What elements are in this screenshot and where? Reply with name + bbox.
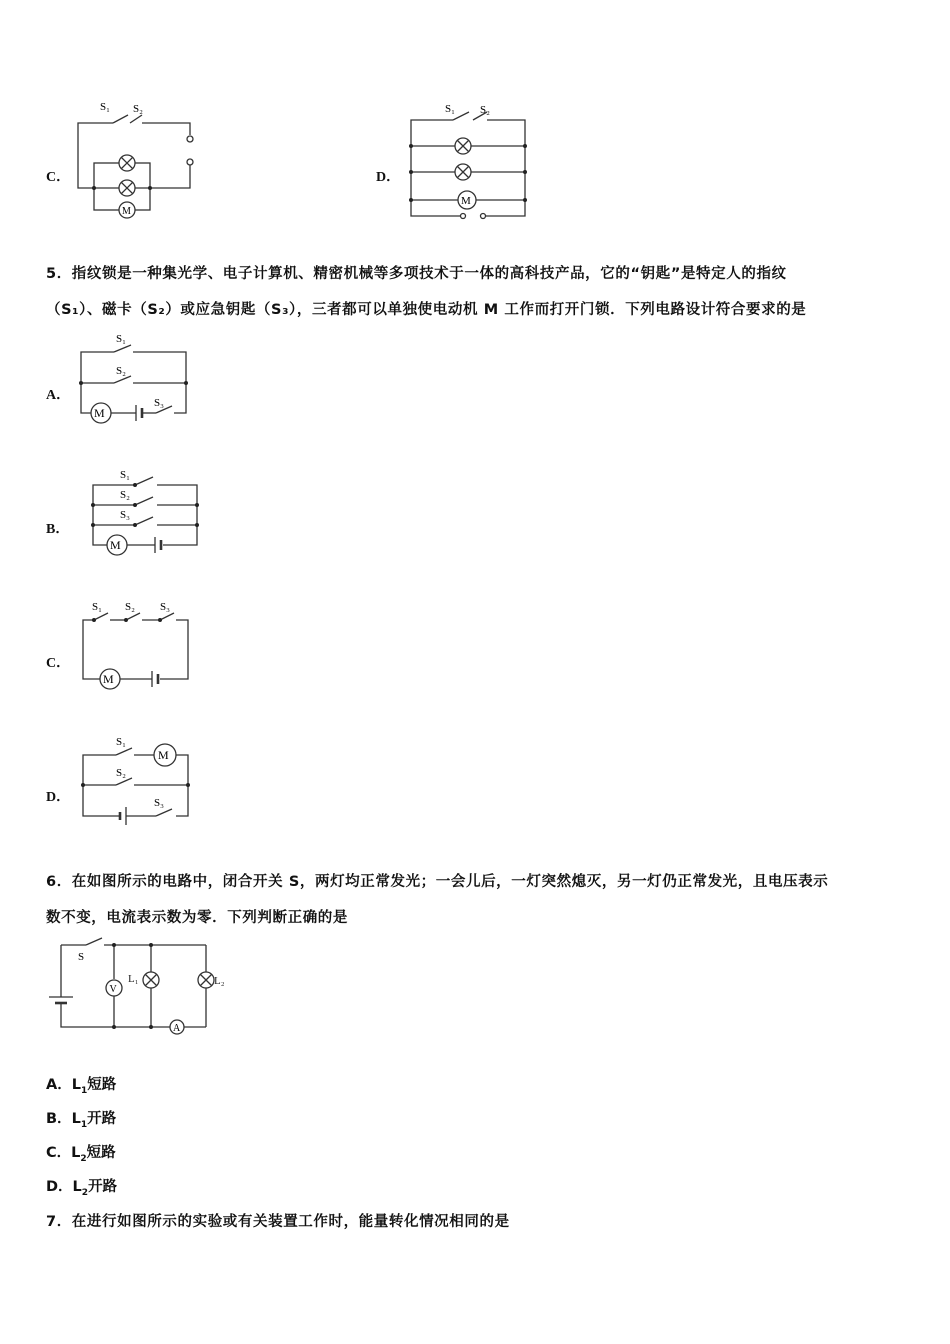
- q6-option-b[interactable]: [46, 1107, 116, 1130]
- l2-label: L₂: [214, 975, 225, 987]
- option-state: 短路: [87, 1077, 117, 1093]
- svg-text:V: V: [109, 984, 117, 995]
- q5-option-d-label[interactable]: D．: [46, 790, 71, 805]
- prev-option-d-circuit: [405, 98, 535, 223]
- lamp-name: L: [71, 1145, 81, 1161]
- lamp-name: L: [71, 1111, 81, 1127]
- prev-option-c-label[interactable]: C．: [46, 170, 71, 185]
- lamp-icon: [143, 972, 159, 988]
- option-letter: A．: [46, 1077, 72, 1093]
- prev-option-c-circuit: [70, 95, 210, 225]
- lamp-icon: [119, 155, 135, 171]
- s3-label: S₃: [154, 797, 164, 809]
- motor-icon: [154, 744, 176, 766]
- option-state: 开路: [88, 1179, 118, 1195]
- l1-label: L₁: [128, 973, 139, 985]
- motor-icon: [107, 535, 127, 555]
- motor-icon: [458, 191, 476, 209]
- q5-option-c-circuit: [78, 596, 203, 696]
- q5-option-b-label[interactable]: B．: [46, 522, 70, 537]
- s1-label: S₁: [100, 101, 110, 113]
- s1-label: S₁: [445, 103, 455, 115]
- motor-icon: [91, 403, 111, 423]
- s1-label: S₁: [120, 469, 130, 481]
- prev-option-d-label[interactable]: D．: [376, 170, 401, 185]
- motor-icon: [100, 669, 120, 689]
- lamp-subscript: 1: [80, 1119, 88, 1130]
- q5-option-b-circuit: [85, 463, 210, 563]
- lamp-icon: [119, 180, 135, 196]
- option-state: 开路: [87, 1111, 117, 1127]
- svg-text:A: A: [173, 1023, 181, 1034]
- s2-label: S₂: [125, 601, 135, 613]
- option-letter: D．: [46, 1179, 73, 1195]
- s2-label: S₂: [480, 104, 490, 116]
- option-state: 短路: [86, 1145, 116, 1161]
- q5-option-d-circuit: [78, 730, 203, 830]
- lamp-icon: [455, 138, 471, 154]
- option-letter: C．: [46, 1145, 72, 1161]
- lamp-icon: [455, 164, 471, 180]
- q5-option-a-circuit: [76, 328, 221, 428]
- s2-label: S₂: [116, 365, 126, 377]
- lamp-subscript: 2: [80, 1153, 87, 1164]
- s2-label: S₂: [133, 103, 143, 115]
- q5-option-a-label[interactable]: A．: [46, 388, 71, 403]
- motor-icon: [119, 202, 135, 218]
- option-letter: B．: [46, 1111, 72, 1127]
- s2-label: S₂: [120, 489, 130, 501]
- s1-label: S₁: [116, 333, 126, 345]
- s2-label: S₂: [116, 767, 126, 779]
- s1-label: S₁: [116, 736, 126, 748]
- s3-label: S₃: [120, 509, 130, 521]
- q6-text-line2: 数不变，电流表示数为零．下列判断正确的是: [46, 910, 348, 926]
- switch-s-label: S: [78, 951, 85, 963]
- s3-label: S₃: [154, 397, 164, 409]
- q6-text-line1: 6．在如图所示的电路中，闭合开关 S，两灯均正常发光；一会儿后，一灯突然熄灭，另一灯仍正常发光，且电压表示: [46, 874, 829, 890]
- svg-text:M: M: [110, 538, 121, 552]
- svg-text:M: M: [122, 206, 131, 217]
- q6-option-c[interactable]: [46, 1141, 116, 1164]
- lamp-name: L: [72, 1179, 82, 1195]
- svg-text:M: M: [158, 748, 169, 762]
- lamp-name: L: [71, 1077, 81, 1093]
- q5-option-c-label[interactable]: C．: [46, 656, 71, 671]
- lamp-subscript: 1: [80, 1085, 88, 1096]
- ammeter-icon: [170, 1020, 184, 1034]
- q6-circuit: [44, 935, 244, 1040]
- lamp-icon: [198, 972, 214, 988]
- svg-text:M: M: [94, 406, 105, 420]
- svg-text:M: M: [103, 672, 114, 686]
- q5-text-line2: （S₁）、磁卡（S₂）或应急钥匙（S₃），三者都可以单独使电动机 M 工作而打开门锁．下列电路设计符合要求的是: [46, 302, 807, 318]
- q6-option-d[interactable]: [46, 1175, 117, 1198]
- svg-text:M: M: [461, 195, 471, 207]
- q6-option-a[interactable]: [46, 1073, 116, 1096]
- s3-label: S₃: [160, 601, 170, 613]
- lamp-subscript: 2: [81, 1187, 89, 1198]
- voltmeter-icon: [106, 980, 122, 996]
- s1-label: S₁: [92, 601, 102, 613]
- q5-text-line1: 5．指纹锁是一种集光学、电子计算机、精密机械等多项技术于一体的高科技产品，它的“钥匙”是特定人的指纹: [46, 266, 787, 282]
- q7-text-line1: 7．在进行如图所示的实验或有关装置工作时，能量转化情况相同的是: [46, 1214, 510, 1230]
